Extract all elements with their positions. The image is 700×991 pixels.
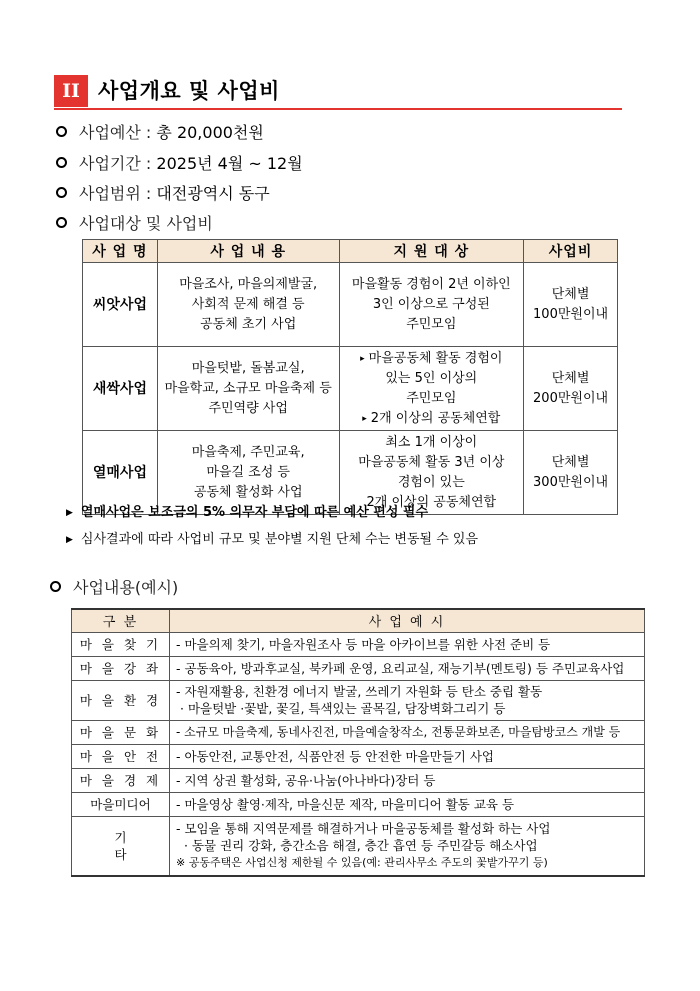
note-review-result: ▶ 심사결과에 따라 사업비 규모 및 분야별 지원 단체 수는 변동될 수 있음 (66, 532, 479, 547)
budget-table (82, 239, 618, 515)
note-self-burden: ▶ 열매사업은 보조금의 5% 의무자 부담에 따른 예산 편성 필수 (66, 505, 429, 520)
arrow-icon: ▸ (362, 413, 367, 424)
example-cell: - 마을의제 찾기, 마을자원조사 등 마을 아카이브를 위한 사전 준비 등 (170, 632, 645, 656)
support-target: 최소 1개 이상이 마을공동체 활동 3년 이상 경험이 있는 2개 이상의 공동체연합 (339, 431, 524, 515)
table-row (72, 632, 645, 656)
header-examples: 사 업 예 시 (170, 609, 645, 632)
table-row (72, 816, 645, 876)
project-budget: 단체별 100만원이내 (524, 263, 618, 347)
header-category: 구 분 (72, 609, 170, 632)
circle-bullet-icon (56, 217, 67, 228)
examples-table (71, 608, 645, 877)
header-support-target: 지 원 대 상 (339, 240, 524, 263)
project-name: 씨앗사업 (83, 263, 158, 347)
category-cell: 마 을 강 좌 (72, 656, 170, 680)
examples-heading: 사업내용(예시) (50, 577, 178, 599)
table-row (72, 768, 645, 792)
section-header (54, 74, 622, 110)
overview-target: 사업대상 및 사업비 (56, 213, 213, 235)
table-row (72, 656, 645, 680)
section-title: 사업개요 및 사업비 (98, 79, 280, 103)
budget-table-header (83, 240, 618, 263)
example-cell: - 자원재활용, 친환경 에너지 발굴, 쓰레기 자원화 등 탄소 중립 활동 · 마을텃밭 ·꽃밭, 꽃길, 특색있는 골목길, 담장벽화그리기 등 (170, 680, 645, 720)
example-cell: - 소규모 마을축제, 동네사진전, 마을예술창작소, 전통문화보존, 마을탐방코스 개발 등 (170, 720, 645, 744)
example-cell: - 모임을 통해 지역문제를 해결하거나 마을공동체를 활성화 하는 사업 · 동물 권리 강화, 층간소음 해결, 층간 흡연 등 주민갈등 해소사업 ※ 공동주택은 사업신청 제한될 수 있음(예: 관리사무소 주도의 꽃밭가꾸기 등) (170, 816, 645, 876)
table-row (72, 680, 645, 720)
table-row (83, 347, 618, 431)
header-project-name: 사 업 명 (83, 240, 158, 263)
support-target: 마을활동 경험이 2년 이하인 3인 이상으로 구성된 주민모임 (339, 263, 524, 347)
budget-value: 총 20,000천원 (156, 123, 264, 142)
triangle-bullet-icon: ▶ (66, 508, 73, 518)
overview-budget: 사업예산 : 총 20,000천원 (56, 122, 264, 144)
arrow-icon: ▸ (360, 353, 365, 364)
table-row (72, 744, 645, 768)
overview-period: 사업기간 : 2025년 4월 ~ 12월 (56, 153, 303, 175)
section-number-badge: II (54, 75, 88, 107)
category-cell: 기 타 (72, 816, 170, 876)
header-budget: 사업비 (524, 240, 618, 263)
scope-value: 대전광역시 동구 (156, 184, 270, 203)
table-row (83, 431, 618, 515)
period-value: 2025년 4월 ~ 12월 (156, 154, 303, 173)
category-cell: 마 을 경 제 (72, 768, 170, 792)
example-cell: - 공동육아, 방과후교실, 북카페 운영, 요리교실, 재능기부(멘토링) 등 주민교육사업 (170, 656, 645, 680)
category-cell: 마 을 문 화 (72, 720, 170, 744)
category-cell: 마을미디어 (72, 792, 170, 816)
project-content: 마을텃밭, 돌봄교실, 마을학교, 소규모 마을축제 등 주민역량 사업 (157, 347, 339, 431)
project-content: 마을축제, 주민교육, 마을길 조성 등 공동체 활성화 사업 (157, 431, 339, 515)
restriction-note: ※ 공동주택은 사업신청 제한될 수 있음(예: 관리사무소 주도의 꽃밭가꾸기 등) (176, 856, 548, 870)
project-name: 새싹사업 (83, 347, 158, 431)
support-target: ▸ 마을공동체 활동 경험이 있는 5인 이상의 주민모임 ▸ 2개 이상의 공동체연합 (339, 347, 524, 431)
examples-table-header (72, 609, 645, 632)
category-cell: 마 을 찾 기 (72, 632, 170, 656)
example-cell: - 아동안전, 교통안전, 식품안전 등 안전한 마을만들기 사업 (170, 744, 645, 768)
table-row (72, 720, 645, 744)
overview-scope: 사업범위 : 대전광역시 동구 (56, 183, 270, 205)
category-cell: 마 을 환 경 (72, 680, 170, 720)
project-budget: 단체별 200만원이내 (524, 347, 618, 431)
header-project-content: 사 업 내 용 (157, 240, 339, 263)
example-cell: - 마을영상 촬영·제작, 마을신문 제작, 마을미디어 활동 교육 등 (170, 792, 645, 816)
table-row (83, 263, 618, 347)
circle-bullet-icon (56, 187, 67, 198)
circle-bullet-icon (50, 581, 61, 592)
category-cell: 마 을 안 전 (72, 744, 170, 768)
project-budget: 단체별 300만원이내 (524, 431, 618, 515)
project-content: 마을조사, 마을의제발굴, 사회적 문제 해결 등 공동체 초기 사업 (157, 263, 339, 347)
circle-bullet-icon (56, 126, 67, 137)
circle-bullet-icon (56, 157, 67, 168)
example-cell: - 지역 상권 활성화, 공유·나눔(아나바다)장터 등 (170, 768, 645, 792)
project-name: 열매사업 (83, 431, 158, 515)
section-divider (54, 108, 622, 110)
table-row (72, 792, 645, 816)
triangle-bullet-icon: ▶ (66, 535, 73, 545)
